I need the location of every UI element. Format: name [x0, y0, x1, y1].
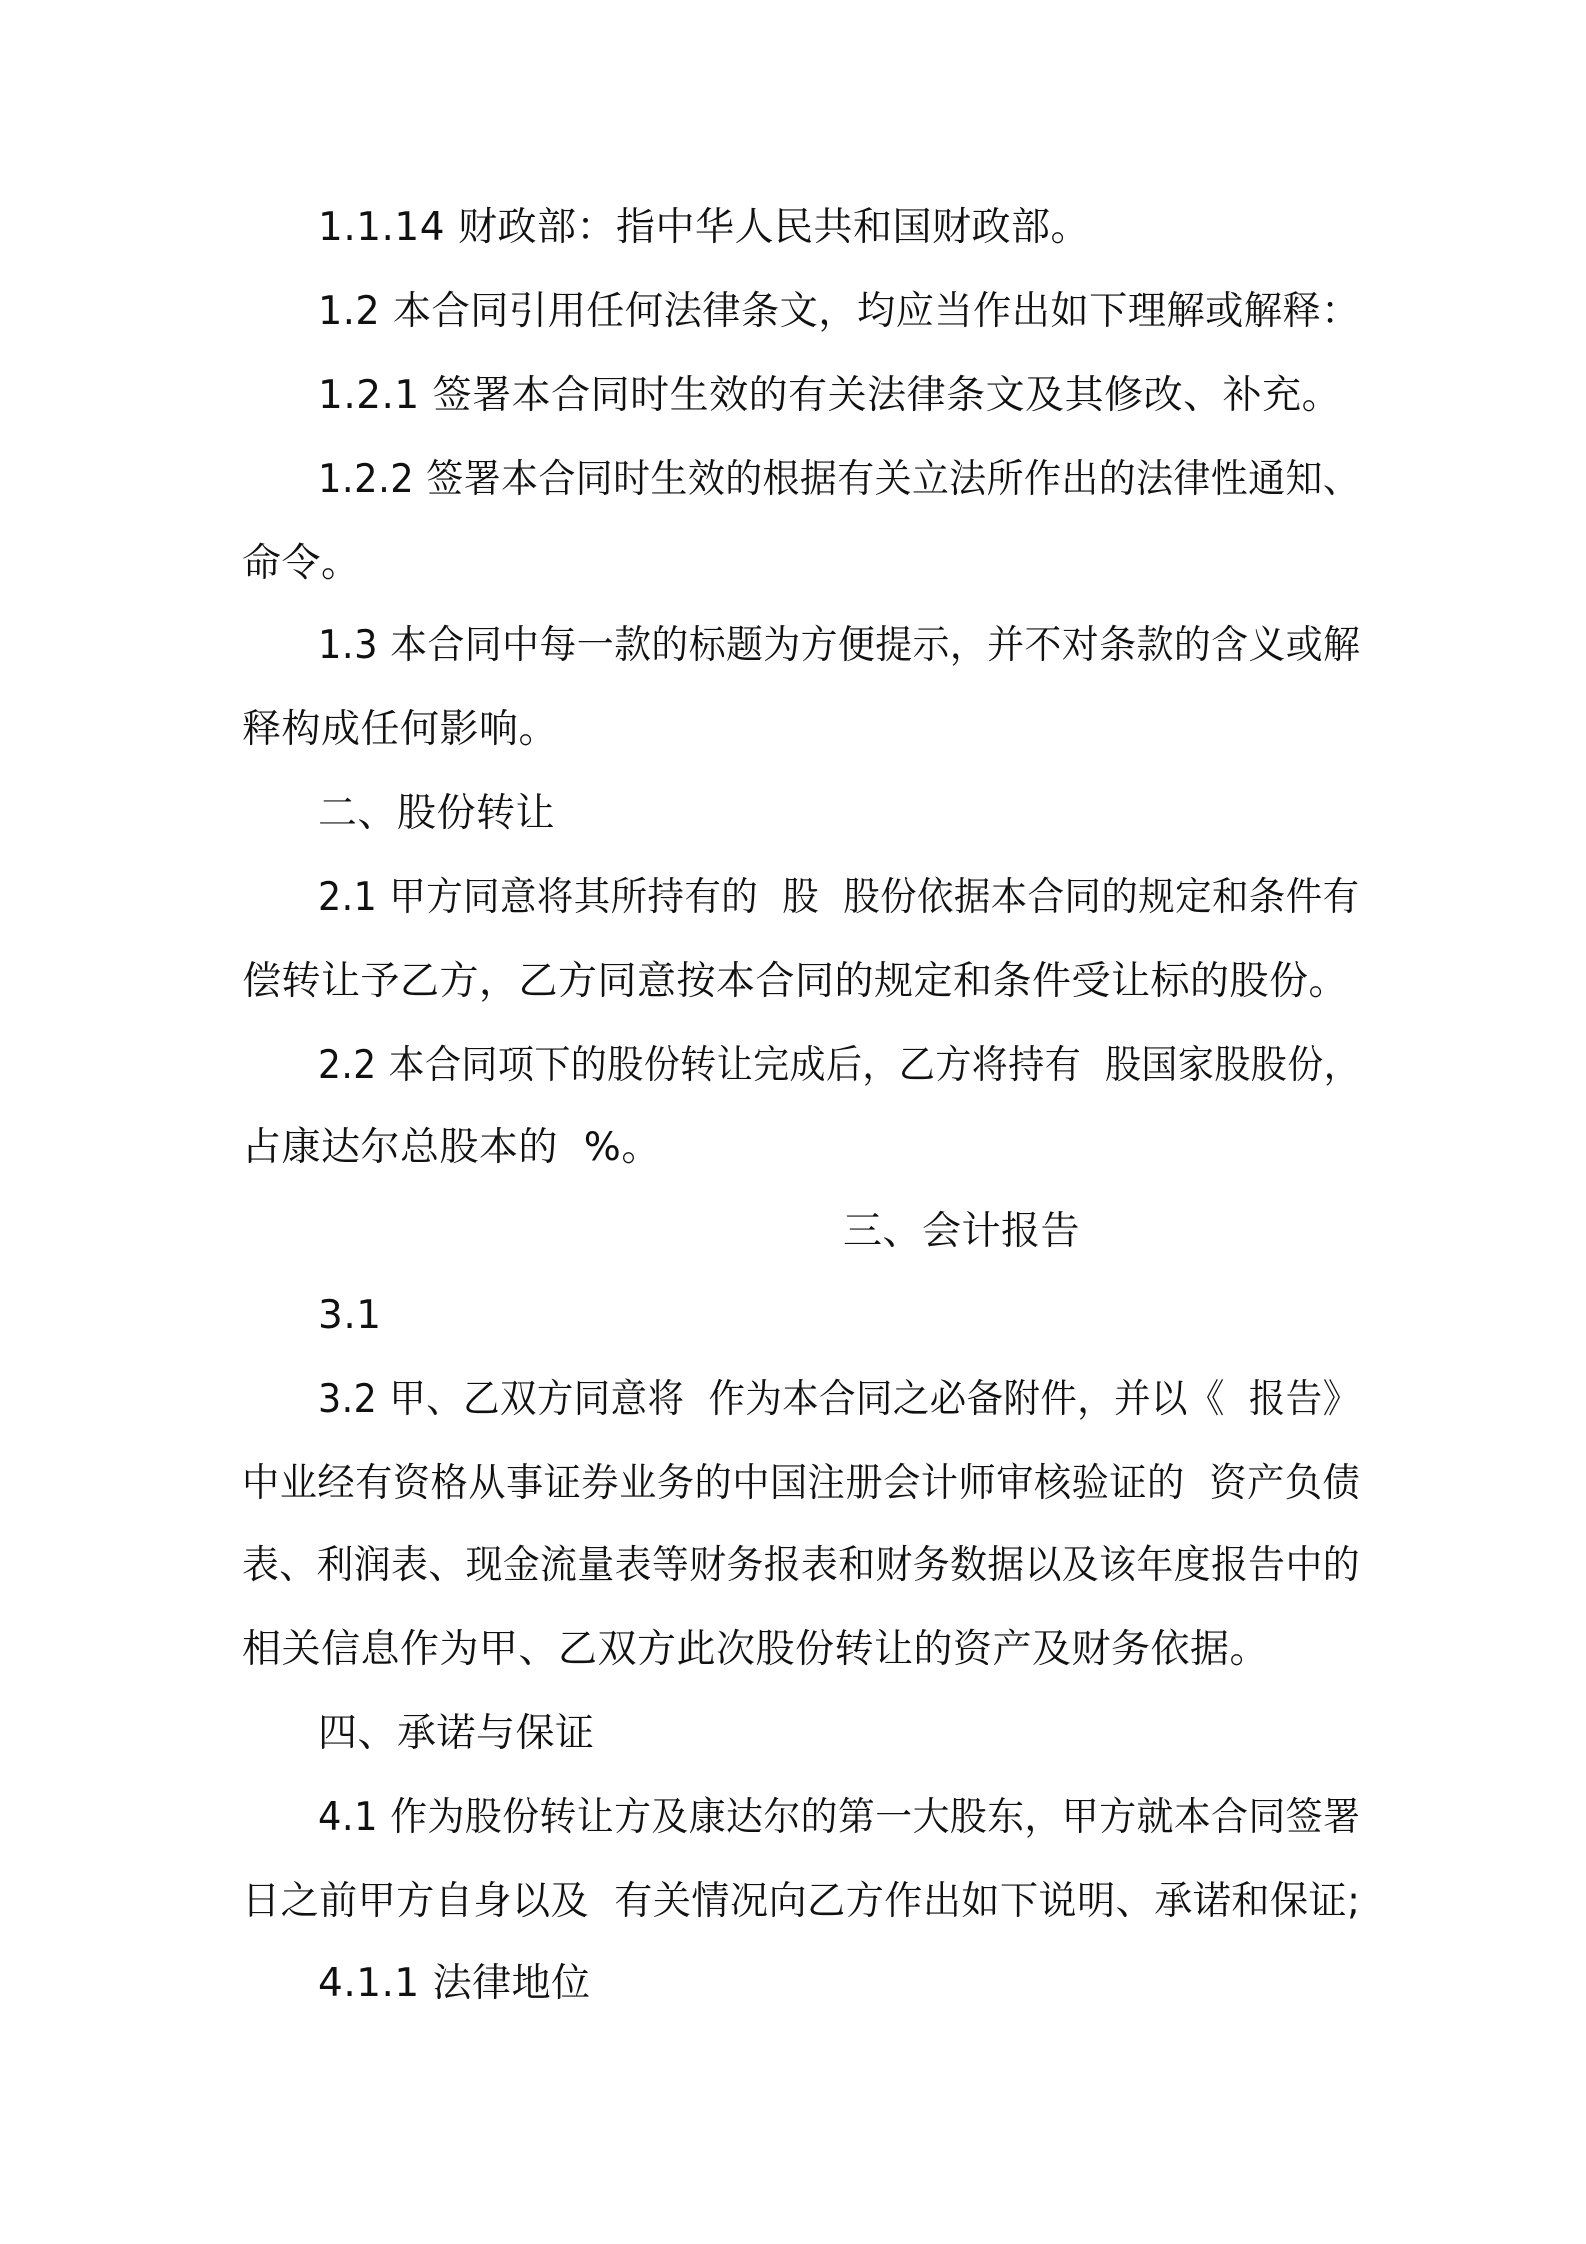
clause-1-3-line-2: 释构成任何影响。 — [242, 707, 559, 752]
clause-1-2: 1.2 本合同引用任何法律条文，均应当作出如下理解或解释： — [318, 289, 1360, 334]
clause-3-2-line-2: 中业经有资格从事证券业务的中国注册会计师审核验证的 资产负债 — [242, 1461, 1361, 1506]
clause-3-2-line-1: 3.2 甲、乙双方同意将 作为本合同之必备附件，并以《 报告》 — [318, 1377, 1360, 1422]
clause-1-1-14: 1.1.14 财政部：指中华人民共和国财政部。 — [318, 205, 1090, 250]
section-heading-4: 四、承诺与保证 — [318, 1711, 595, 1756]
clause-3-1: 3.1 — [318, 1293, 382, 1338]
clause-1-3-line-1: 1.3 本合同中每一款的标题为方便提示，并不对条款的含义或解 — [318, 623, 1361, 668]
clause-1-2-1: 1.2.1 签署本合同时生效的有关法律条文及其修改、补充。 — [318, 373, 1342, 418]
clause-4-1-line-2: 日之前甲方自身以及 有关情况向乙方作出如下说明、承诺和保证; — [242, 1879, 1361, 1924]
clause-2-2-line-1: 2.2 本合同项下的股份转让完成后，乙方将持有 股国家股股份， — [318, 1043, 1361, 1088]
clause-2-1-line-1: 2.1 甲方同意将其所持有的 股 股份依据本合同的规定和条件有 — [318, 875, 1360, 920]
section-heading-2: 二、股份转让 — [318, 791, 556, 836]
clause-2-2-line-2: 占康达尔总股本的 %。 — [242, 1125, 661, 1170]
clause-4-1-line-1: 4.1 作为股份转让方及康达尔的第一大股东，甲方就本合同签署 — [318, 1795, 1361, 1840]
clause-1-2-2-line-2: 命令。 — [242, 541, 361, 586]
clause-1-2-2-line-1: 1.2.2 签署本合同时生效的根据有关立法所作出的法律性通知、 — [318, 457, 1361, 502]
clause-2-1-line-2: 偿转让予乙方，乙方同意按本合同的规定和条件受让标的股份。 — [242, 959, 1349, 1004]
section-heading-3: 三、会计报告 — [843, 1209, 1081, 1254]
clause-3-2-line-3: 表、利润表、现金流量表等财务报表和财务数据以及该年度报告中的 — [242, 1543, 1361, 1588]
clause-3-2-line-4: 相关信息作为甲、乙双方此次股份转让的资产及财务依据。 — [242, 1627, 1270, 1672]
clause-4-1-1: 4.1.1 法律地位 — [318, 1961, 591, 2006]
